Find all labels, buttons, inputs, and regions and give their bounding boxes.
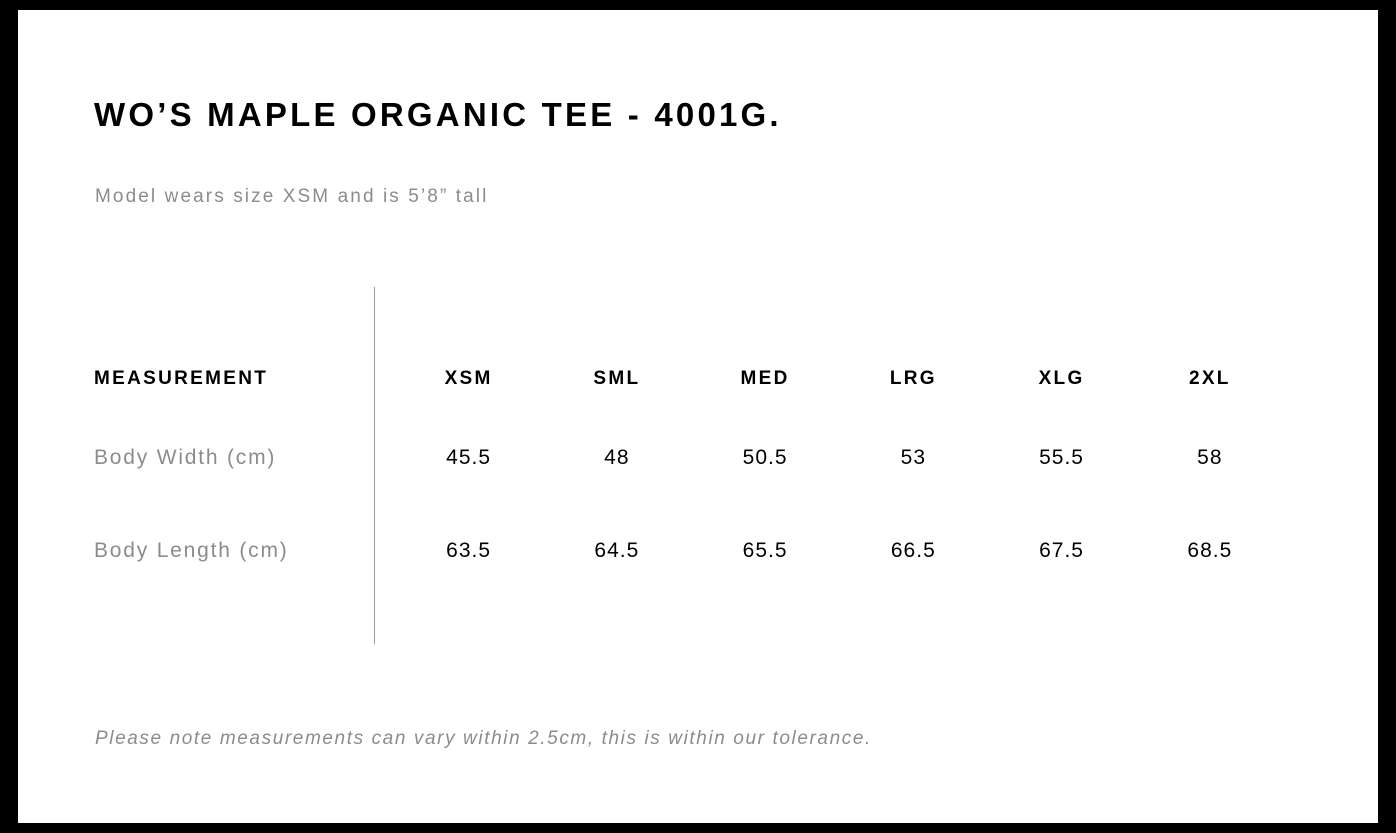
table-body: [94, 411, 1284, 597]
cell-body-width-sml: 48: [604, 445, 630, 469]
header-size-2xl: 2XL: [1188, 368, 1231, 389]
cell-body-width-lrg: 53: [900, 445, 926, 469]
size-chart-content: [18, 10, 1378, 823]
cell-body-length-xlg: 67.5: [1039, 538, 1084, 562]
row-label-body-width: Body Width (cm): [94, 445, 277, 469]
table-header: [94, 347, 1284, 411]
cell-body-width-xlg: 55.5: [1039, 445, 1084, 469]
header-size-xlg: XLG: [1038, 368, 1085, 389]
table-header-row: [94, 347, 1284, 411]
table-row: [94, 411, 1284, 504]
cell-body-width-med: 50.5: [742, 445, 788, 469]
header-size-xsm: XSM: [444, 368, 493, 389]
size-chart-page: [18, 10, 1378, 823]
cell-body-length-sml: 64.5: [594, 538, 640, 562]
model-info-subtitle: Model wears size XSM and is 5’8” tall: [95, 186, 489, 207]
header-size-med: MED: [740, 368, 790, 389]
row-label-body-length: Body Length (cm): [94, 538, 289, 562]
cell-body-width-xsm: 45.5: [446, 445, 492, 469]
page-title: WO’S MAPLE ORGANIC TEE - 4001G.: [94, 96, 782, 133]
cell-body-length-med: 65.5: [742, 538, 788, 562]
cell-body-length-xsm: 63.5: [446, 538, 492, 562]
size-measurement-table: [94, 347, 1284, 597]
cell-body-length-2xl: 68.5: [1187, 538, 1233, 562]
cell-body-length-lrg: 66.5: [890, 538, 936, 562]
cell-body-width-2xl: 58: [1197, 445, 1223, 469]
header-measurement: MEASUREMENT: [94, 368, 269, 389]
tolerance-note: Please note measurements can vary within 2.5cm, this is within our tolerance.: [95, 728, 872, 749]
header-size-sml: SML: [593, 368, 641, 389]
table-row: [94, 504, 1284, 597]
header-size-lrg: LRG: [889, 368, 937, 389]
